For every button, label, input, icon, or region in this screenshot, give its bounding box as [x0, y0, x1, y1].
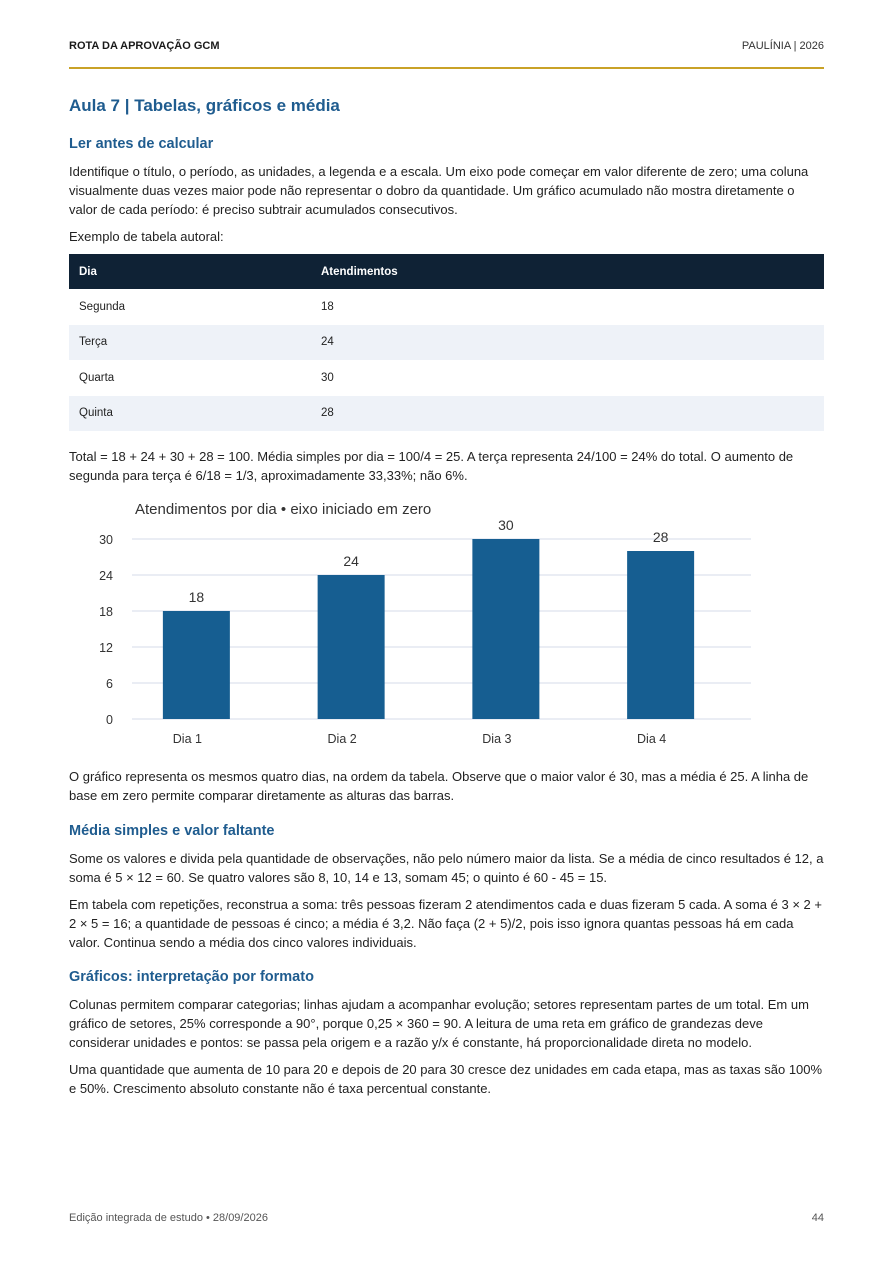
section3-paragraph-2: Uma quantidade que aumenta de 10 para 20 e depois de 20 para 30 cresce dez unidades em cada etapa, mas as taxas são 100% e 50%. Crescimento absoluto constante não é taxa percentual constante.: [69, 1062, 823, 1096]
y-tick-label: 6: [106, 677, 113, 691]
section-heading-ler-antes: Ler antes de calcular: [69, 136, 214, 152]
section2-paragraph-1: Some os valores e divida pela quantidade de observações, não pelo número maior da lista. Se a média de cinco resultados é 12, a soma é 5 × 12 = 60. Se quatro valores são 8, 10, 14 e 13, somam 45; o quinto é 60 - 45 = 15.: [69, 851, 824, 885]
table-cell-count: 24: [321, 325, 824, 361]
table-cell-count: 18: [321, 300, 334, 313]
header-divider: [69, 67, 824, 69]
chart-explanation: O gráfico representa os mesmos quatro dias, na ordem da tabela. Observe que o maior valor é 30, mas a média é 25. A linha de base em zero permite comparar diretamente as alturas das barras.: [69, 769, 809, 803]
table-header-row: [69, 254, 824, 289]
x-tick-label: Dia 1: [172, 732, 202, 746]
table-row: [69, 325, 824, 361]
x-tick-label: Dia 4: [637, 732, 667, 746]
table-cell-count: 28: [321, 396, 824, 432]
page-title: Aula 7 | Tabelas, gráficos e média: [69, 96, 340, 115]
bar: [318, 575, 385, 719]
bar-value-label: 24: [343, 553, 359, 569]
bar-chart: [69, 497, 824, 759]
table-cell-day: Quinta: [69, 396, 321, 432]
bar: [472, 539, 539, 719]
section-heading-graficos: Gráficos: interpretação por formato: [69, 969, 314, 985]
bar: [627, 551, 694, 719]
bar-value-label: 28: [652, 529, 669, 545]
table-cell-day: Terça: [69, 325, 321, 361]
y-tick-label: 0: [106, 713, 113, 727]
table-header-dia: Dia: [69, 254, 321, 289]
section1-paragraph: Identifique o título, o período, as unidades, a legenda e a escala. Um eixo pode começar em valor diferente de zero; uma coluna visualmente duas vezes maior pode não representar o dobro da quantidade. Um gráfico acumulado não mostra diretamente o valor de cada período: é preciso subtrair acumulados consecutivos.: [69, 164, 809, 217]
section2-paragraph-2: Em tabela com repetições, reconstrua a soma: três pessoas fizeram 2 atendimentos cada e duas fizeram 5 cada. A soma é 3 × 2 + 2 × 5 = 16; a quantidade de pessoas é cinco; a média é 3,2. Não faça (2 + 5)/2, pois isso ignora quantas pessoas há em cada valor. Continua sendo a média dos cinco valores individuais.: [69, 897, 822, 950]
section-heading-media: Média simples e valor faltante: [69, 823, 275, 839]
bar-value-label: 30: [498, 517, 514, 533]
y-tick-label: 30: [99, 533, 113, 547]
bar-chart-svg: [69, 497, 824, 759]
table-row: [69, 360, 824, 396]
x-tick-label: Dia 3: [482, 732, 512, 746]
bar: [163, 611, 230, 719]
table-intro: Exemplo de tabela autoral:: [69, 229, 224, 244]
main-content: [69, 95, 824, 1098]
y-tick-label: 18: [99, 605, 113, 619]
table-cell-day: Segunda: [79, 300, 126, 313]
y-tick-label: 12: [99, 641, 113, 655]
page-number: 44: [811, 1212, 824, 1224]
header-brand: ROTA DA APROVAÇÃO GCM: [69, 40, 220, 52]
x-tick-label: Dia 2: [327, 732, 357, 746]
y-tick-label: 24: [99, 569, 113, 583]
page-header: [69, 40, 824, 54]
table-row: [69, 396, 824, 432]
header-location-year: PAULÍNIA | 2026: [741, 40, 824, 52]
data-table: [69, 254, 824, 431]
footer-edition: Edição integrada de estudo • 28/09/2026: [69, 1212, 268, 1224]
table-row: [69, 289, 824, 325]
section3-paragraph-1: Colunas permitem comparar categorias; linhas ajudam a acompanhar evolução; setores representam partes de um total. Em um gráfico de setores, 25% corresponde a 90°, porque 0,25 × 360 = 90. A leitura de uma reta em gráfico de grandezas deve considerar unidades e pontos: se passa pela origem e a razão y/x é constante, há proporcionalidade direta no modelo.: [69, 997, 809, 1050]
table-cell-day: Quarta: [79, 371, 115, 384]
page-footer: [69, 1212, 824, 1226]
chart-title: Atendimentos por dia • eixo iniciado em zero: [135, 501, 432, 518]
table-summary-paragraph: Total = 18 + 24 + 30 + 28 = 100. Média simples por dia = 100/4 = 25. A terça representa 24/100 = 24% do total. O aumento de segunda para terça é 6/18 = 1/3, aproximadamente 33,33%; não 6%.: [69, 449, 794, 483]
table-header-atendimentos: Atendimentos: [321, 254, 824, 289]
bar-value-label: 18: [188, 589, 205, 605]
table-cell-count: 30: [321, 371, 334, 384]
